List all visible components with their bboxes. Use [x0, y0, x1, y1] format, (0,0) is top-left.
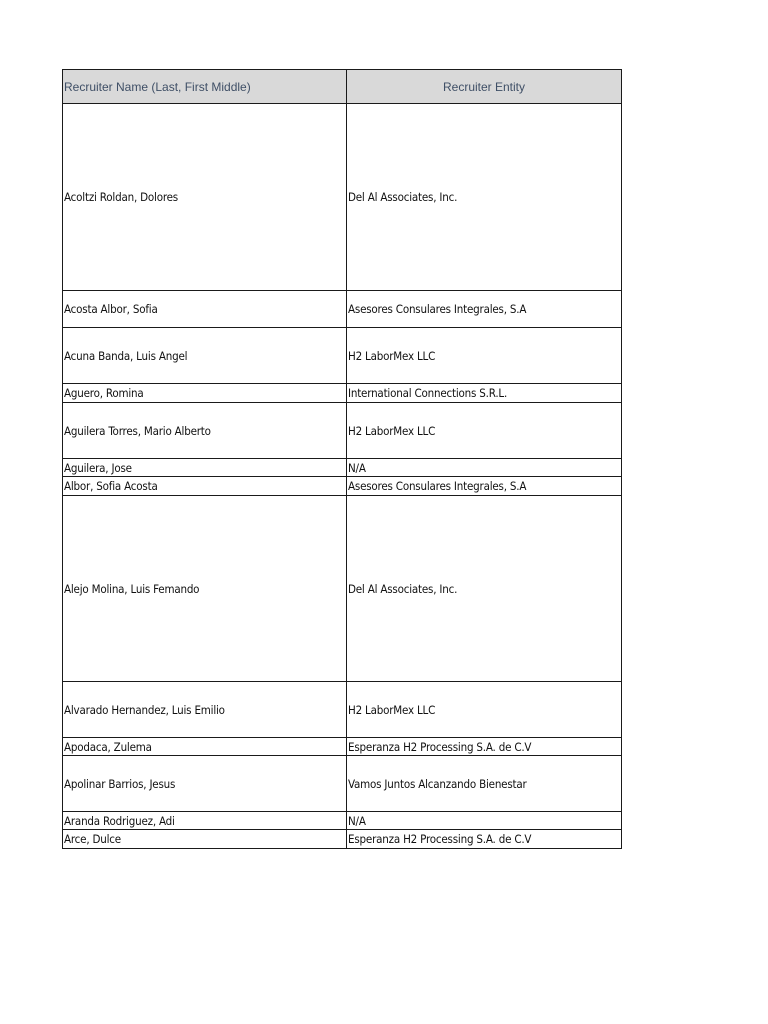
table-row	[63, 291, 622, 328]
recruiter-entity-cell: N/A	[347, 459, 622, 477]
table-row	[63, 104, 622, 291]
table-row	[63, 384, 622, 403]
header-recruiter-name: Recruiter Name (Last, First Middle)	[63, 70, 347, 104]
table-row	[63, 459, 622, 477]
header-recruiter-entity: Recruiter Entity	[347, 70, 622, 104]
recruiter-entity-cell: Del Al Associates, Inc.	[347, 496, 622, 682]
recruiter-entity-cell: Esperanza H2 Processing S.A. de C.V	[347, 830, 622, 849]
table-row	[63, 682, 622, 738]
recruiter-name-cell: Aranda Rodriguez, Adi	[63, 812, 347, 830]
recruiter-name-cell: Aguilera Torres, Mario Alberto	[63, 403, 347, 459]
recruiter-entity-cell: Del Al Associates, Inc.	[347, 104, 622, 291]
recruiter-name-cell: Aguilera, Jose	[63, 459, 347, 477]
table-row	[63, 477, 622, 496]
recruiter-table	[62, 69, 622, 849]
recruiter-entity-cell: Vamos Juntos Alcanzando Bienestar	[347, 756, 622, 812]
recruiter-entity-cell: International Connections S.R.L.	[347, 384, 622, 403]
table-header	[63, 70, 622, 104]
table-row	[63, 328, 622, 384]
recruiter-name-cell: Acoltzi Roldan, Dolores	[63, 104, 347, 291]
recruiter-name-cell: Apolinar Barrios, Jesus	[63, 756, 347, 812]
table-body	[63, 104, 622, 849]
recruiter-name-cell: Apodaca, Zulema	[63, 738, 347, 756]
table-row	[63, 738, 622, 756]
recruiter-name-cell: Albor, Sofia Acosta	[63, 477, 347, 496]
table-row	[63, 756, 622, 812]
recruiter-name-cell: Acosta Albor, Sofia	[63, 291, 347, 328]
recruiter-entity-cell: Esperanza H2 Processing S.A. de C.V	[347, 738, 622, 756]
recruiter-name-cell: Aguero, Romina	[63, 384, 347, 403]
table-row	[63, 403, 622, 459]
table-row	[63, 496, 622, 682]
recruiter-entity-cell: N/A	[347, 812, 622, 830]
recruiter-entity-cell: H2 LaborMex LLC	[347, 328, 622, 384]
recruiter-name-cell: Alejo Molina, Luis Femando	[63, 496, 347, 682]
recruiter-entity-cell: Asesores Consulares Integrales, S.A	[347, 291, 622, 328]
recruiter-name-cell: Arce, Dulce	[63, 830, 347, 849]
recruiter-entity-cell: H2 LaborMex LLC	[347, 682, 622, 738]
recruiter-entity-cell: Asesores Consulares Integrales, S.A	[347, 477, 622, 496]
recruiter-entity-cell: H2 LaborMex LLC	[347, 403, 622, 459]
recruiter-name-cell: Acuna Banda, Luis Angel	[63, 328, 347, 384]
header-row	[63, 70, 622, 104]
recruiter-name-cell: Alvarado Hernandez, Luis Emilio	[63, 682, 347, 738]
table-row	[63, 812, 622, 830]
table-row	[63, 830, 622, 849]
